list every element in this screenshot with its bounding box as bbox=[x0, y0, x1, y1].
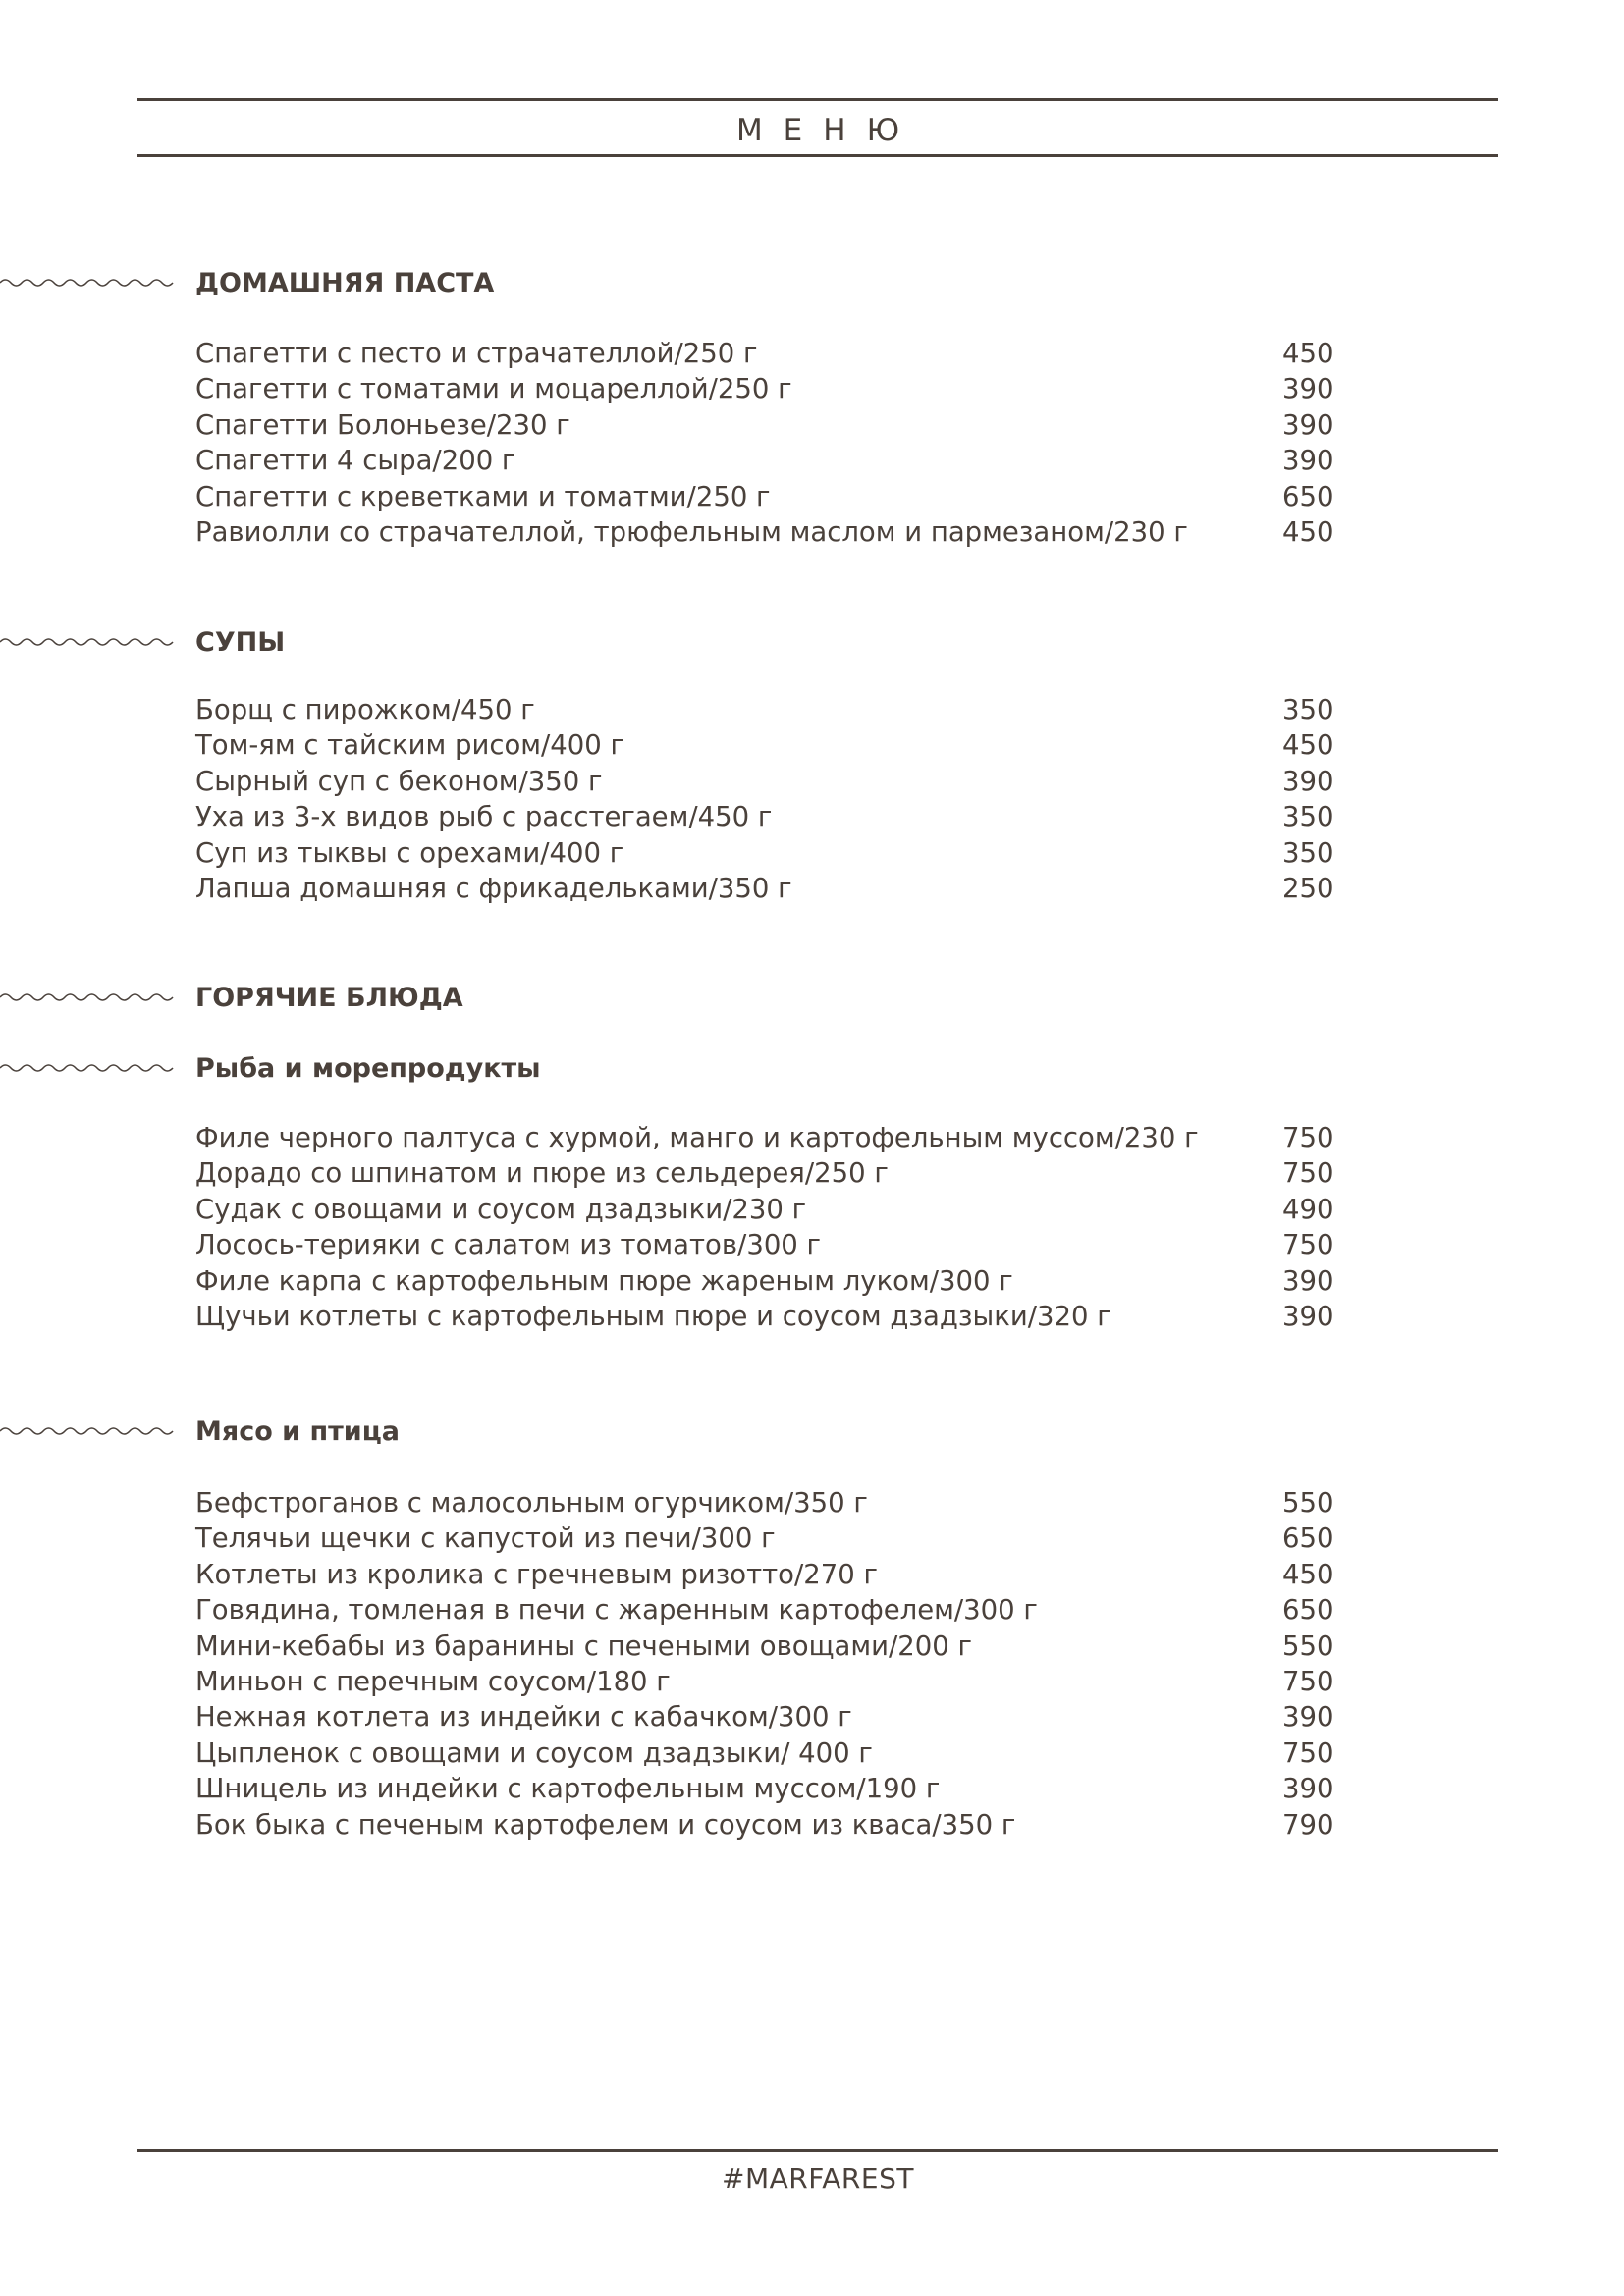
menu-item bbox=[195, 1735, 1334, 1771]
dish-name: Спагетти с песто и страчателлой/250 г bbox=[195, 338, 758, 369]
dish-price: 350 bbox=[1282, 801, 1334, 833]
menu-item bbox=[195, 514, 1334, 550]
menu-item bbox=[195, 1485, 1334, 1521]
dish-price: 390 bbox=[1282, 1773, 1334, 1805]
menu-list-pasta bbox=[195, 336, 1334, 550]
section-title-meat: Мясо и птица bbox=[195, 1416, 400, 1447]
dish-name: Спагетти с томатами и моцареллой/250 г bbox=[195, 373, 792, 405]
dish-name: Бок быка с печеным картофелем и соусом из кваса/350 г bbox=[195, 1808, 1016, 1841]
dish-name: Котлеты из кролика с гречневым ризотто/270 г bbox=[195, 1558, 878, 1590]
dish-name: Цыпленок с овощами и соусом дзадзыки/ 400 г bbox=[195, 1736, 873, 1769]
header-top-rule bbox=[137, 98, 1498, 101]
dish-price: 390 bbox=[1282, 373, 1334, 405]
menu-item bbox=[195, 1807, 1334, 1842]
menu-item bbox=[195, 1263, 1334, 1299]
dish-price: 350 bbox=[1282, 694, 1334, 725]
dish-price: 390 bbox=[1282, 408, 1334, 441]
dish-price: 750 bbox=[1282, 1736, 1334, 1769]
dish-price: 750 bbox=[1282, 1122, 1334, 1153]
dish-name: Филе черного палтуса с хурмой, манго и картофельным муссом/230 г bbox=[195, 1122, 1199, 1153]
dish-name: Мини-кебабы из баранины с печеными овощами/200 г bbox=[195, 1629, 972, 1662]
section-header-meat bbox=[0, 1414, 1375, 1453]
menu-item bbox=[195, 443, 1334, 478]
dish-price: 250 bbox=[1282, 872, 1334, 904]
menu-item bbox=[195, 371, 1334, 406]
dish-price: 650 bbox=[1282, 1522, 1334, 1555]
menu-item bbox=[195, 692, 1334, 727]
dish-price: 390 bbox=[1282, 1300, 1334, 1332]
dish-price: 550 bbox=[1282, 1487, 1334, 1519]
wave-divider-icon bbox=[0, 275, 175, 291]
wave-divider-icon bbox=[0, 1060, 175, 1076]
dish-price: 450 bbox=[1282, 729, 1334, 762]
dish-price: 550 bbox=[1282, 1629, 1334, 1662]
dish-price: 450 bbox=[1282, 515, 1334, 548]
footer-rule bbox=[137, 2149, 1498, 2152]
menu-item bbox=[195, 1699, 1334, 1735]
wave-divider-icon bbox=[0, 1423, 175, 1439]
section-header-hot bbox=[0, 980, 1375, 1019]
dish-price: 450 bbox=[1282, 338, 1334, 369]
dish-price: 390 bbox=[1282, 1701, 1334, 1734]
section-title-pasta: ДОМАШНЯЯ ПАСТА bbox=[195, 268, 495, 298]
dish-name: Равиолли со страчателлой, трюфельным маслом и пармезаном/230 г bbox=[195, 515, 1188, 548]
section-header-fish bbox=[0, 1050, 1375, 1090]
dish-price: 650 bbox=[1282, 480, 1334, 512]
menu-item bbox=[195, 835, 1334, 871]
section-header-soups bbox=[0, 624, 1375, 664]
dish-name: Сырный суп с беконом/350 г bbox=[195, 765, 603, 797]
section-title-soups: СУПЫ bbox=[195, 627, 286, 658]
menu-item bbox=[195, 479, 1334, 514]
page-title: МЕНЮ bbox=[735, 113, 921, 148]
menu-item bbox=[195, 799, 1334, 834]
dish-name: Телячьи щечки с капустой из печи/300 г bbox=[195, 1522, 776, 1555]
dish-price: 390 bbox=[1282, 445, 1334, 477]
dish-name: Спагетти Болоньезе/230 г bbox=[195, 408, 570, 441]
dish-name: Шницель из индейки с картофельным муссом/190 г bbox=[195, 1773, 941, 1805]
wave-divider-icon bbox=[0, 989, 175, 1005]
menu-item bbox=[195, 1299, 1334, 1334]
dish-price: 390 bbox=[1282, 1264, 1334, 1297]
dish-name: Бефстроганов с малосольным огурчиком/350 г bbox=[195, 1487, 868, 1519]
menu-item bbox=[195, 1155, 1334, 1191]
menu-item bbox=[195, 1629, 1334, 1664]
dish-price: 390 bbox=[1282, 765, 1334, 797]
dish-price: 750 bbox=[1282, 1157, 1334, 1190]
menu-item bbox=[195, 1192, 1334, 1227]
menu-item bbox=[195, 764, 1334, 799]
menu-item bbox=[195, 1521, 1334, 1556]
dish-price: 750 bbox=[1282, 1229, 1334, 1261]
dish-name: Нежная котлета из индейки с кабачком/300 г bbox=[195, 1701, 852, 1734]
section-header-pasta bbox=[0, 265, 1375, 304]
dish-price: 490 bbox=[1282, 1193, 1334, 1225]
dish-name: Дорадо со шпинатом и пюре из сельдерея/250 г bbox=[195, 1157, 889, 1190]
dish-price: 450 bbox=[1282, 1558, 1334, 1590]
dish-name: Лосось-терияки с салатом из томатов/300 г bbox=[195, 1229, 821, 1261]
dish-name: Суп из тыквы с орехами/400 г bbox=[195, 836, 624, 869]
dish-name: Спагетти 4 сыра/200 г bbox=[195, 445, 516, 477]
dish-price: 750 bbox=[1282, 1665, 1334, 1697]
dish-name: Спагетти с креветками и томатми/250 г bbox=[195, 480, 771, 512]
dish-name: Филе карпа с картофельным пюре жареным луком/300 г bbox=[195, 1264, 1013, 1297]
dish-price: 650 bbox=[1282, 1594, 1334, 1627]
dish-name: Том-ям с тайским рисом/400 г bbox=[195, 729, 624, 762]
dish-name: Миньон с перечным соусом/180 г bbox=[195, 1665, 671, 1697]
header-bottom-rule bbox=[137, 154, 1498, 157]
menu-item bbox=[195, 1771, 1334, 1806]
menu-list-meat bbox=[195, 1485, 1334, 1842]
menu-item bbox=[195, 407, 1334, 443]
dish-name: Судак с овощами и соусом дзадзыки/230 г bbox=[195, 1193, 807, 1225]
dish-name: Уха из 3-х видов рыб с расстегаем/450 г bbox=[195, 801, 773, 833]
menu-item bbox=[195, 1120, 1334, 1155]
dish-price: 350 bbox=[1282, 836, 1334, 869]
menu-item bbox=[195, 1664, 1334, 1699]
menu-list-fish bbox=[195, 1120, 1334, 1334]
dish-name: Щучьи котлеты с картофельным пюре и соусом дзадзыки/320 г bbox=[195, 1300, 1111, 1332]
dish-name: Лапша домашняя с фрикадельками/350 г bbox=[195, 872, 792, 904]
menu-item bbox=[195, 727, 1334, 763]
menu-list-soups bbox=[195, 692, 1334, 906]
dish-name: Борщ с пирожком/450 г bbox=[195, 694, 535, 725]
wave-divider-icon bbox=[0, 634, 175, 650]
menu-item bbox=[195, 336, 1334, 371]
dish-price: 790 bbox=[1282, 1808, 1334, 1841]
dish-name: Говядина, томленая в печи с жаренным картофелем/300 г bbox=[195, 1594, 1038, 1627]
section-title-hot: ГОРЯЧИЕ БЛЮДА bbox=[195, 983, 463, 1013]
menu-item bbox=[195, 871, 1334, 906]
section-title-fish: Рыба и морепродукты bbox=[195, 1053, 541, 1084]
menu-item bbox=[195, 1592, 1334, 1628]
menu-item bbox=[195, 1557, 1334, 1592]
menu-item bbox=[195, 1227, 1334, 1262]
footer-hashtag: #MARFAREST bbox=[722, 2163, 914, 2195]
